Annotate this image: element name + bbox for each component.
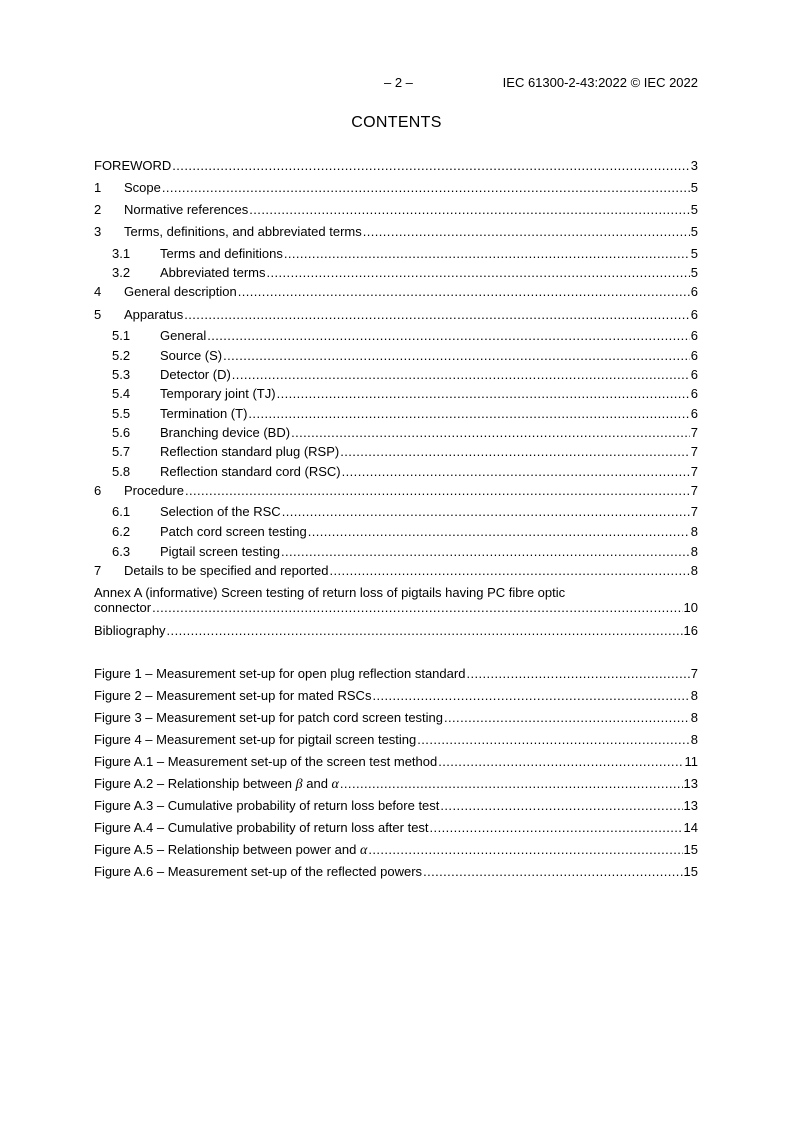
- toc-page: 5: [690, 180, 698, 195]
- dot-leader: [440, 797, 682, 815]
- dot-leader: [444, 709, 690, 727]
- figure-page: 15: [683, 842, 698, 857]
- toc-page: 5: [690, 265, 698, 280]
- figure-page: 8: [690, 732, 698, 747]
- toc-section-5-5[interactable]: [94, 405, 698, 423]
- toc-label: Pigtail screen testing: [160, 544, 280, 559]
- figure-entry-a5[interactable]: [94, 841, 698, 859]
- toc-number: 6.2: [112, 524, 131, 539]
- page-title: CONTENTS: [351, 114, 442, 131]
- toc-label: connector: [94, 600, 152, 615]
- toc-page: 6: [690, 307, 698, 322]
- standard-reference: IEC 61300-2-43:2022 © IEC 2022: [502, 75, 698, 90]
- toc-page: 7: [690, 464, 698, 479]
- toc-page: 5: [690, 224, 698, 239]
- dot-leader: [248, 405, 689, 423]
- figure-page: 14: [683, 820, 698, 835]
- toc-label: Patch cord screen testing: [160, 524, 307, 539]
- figure-label-prefix: Figure A.2 – Relationship between: [94, 776, 296, 791]
- dot-leader: [340, 443, 690, 461]
- figure-entry-a2[interactable]: [94, 775, 698, 793]
- toc-page: 16: [683, 623, 698, 638]
- toc-section-6-2[interactable]: [94, 523, 698, 541]
- dot-leader: [342, 463, 690, 481]
- figure-label: Figure A.4 – Cumulative probability of return loss after test: [94, 820, 429, 835]
- dot-leader: [330, 562, 690, 580]
- toc-section-7[interactable]: [94, 562, 698, 580]
- toc-label: Scope: [124, 180, 161, 195]
- toc-section-3-2[interactable]: [94, 264, 698, 282]
- toc-label: Terms, definitions, and abbreviated terms: [124, 224, 362, 239]
- dot-leader: [249, 201, 689, 219]
- toc-page: 10: [683, 600, 698, 615]
- figure-entry-a6[interactable]: [94, 863, 698, 881]
- figure-page: 13: [683, 798, 698, 813]
- dot-leader: [152, 599, 682, 617]
- toc-number: 3: [94, 224, 102, 239]
- toc-number: 3.1: [112, 246, 131, 261]
- dot-leader: [232, 366, 690, 384]
- figure-label: Figure A.1 – Measurement set-up of the screen test method: [94, 754, 438, 769]
- figure-label: Figure 4 – Measurement set-up for pigtail screen testing: [94, 732, 417, 747]
- alpha-symbol: α: [359, 843, 368, 858]
- toc-number: 5: [94, 307, 102, 322]
- dot-leader: [267, 264, 690, 282]
- toc-label: Branching device (BD): [160, 425, 291, 440]
- toc-number: 5.2: [112, 348, 131, 363]
- toc-page: 7: [690, 425, 698, 440]
- dot-leader: [282, 503, 690, 521]
- page-header: [94, 75, 698, 93]
- toc-page: 6: [690, 348, 698, 363]
- toc-page: 5: [690, 202, 698, 217]
- dot-leader: [340, 775, 683, 793]
- dot-leader: [238, 283, 690, 301]
- dot-leader: [207, 327, 690, 345]
- toc-section-6[interactable]: [94, 482, 698, 500]
- dot-leader: [167, 622, 683, 640]
- toc-section-5-3[interactable]: [94, 366, 698, 384]
- toc-section-5-8[interactable]: [94, 463, 698, 481]
- dot-leader: [423, 863, 682, 881]
- toc-page: 6: [690, 367, 698, 382]
- dot-leader: [162, 179, 690, 197]
- toc-section-3[interactable]: [94, 223, 698, 241]
- toc-label: Temporary joint (TJ): [160, 386, 276, 401]
- figure-page: 11: [684, 754, 698, 769]
- toc-label: Source (S): [160, 348, 223, 363]
- toc-section-6-3[interactable]: [94, 543, 698, 561]
- figure-page: 8: [690, 710, 698, 725]
- toc-label: FOREWORD: [94, 158, 172, 173]
- toc-section-5[interactable]: [94, 306, 698, 324]
- figure-label: Figure 2 – Measurement set-up for mated RSCs: [94, 688, 372, 703]
- dot-leader: [372, 687, 689, 705]
- dot-leader: [466, 665, 689, 683]
- toc-page: 6: [690, 406, 698, 421]
- figure-page: 13: [683, 776, 698, 791]
- toc-label: Reflection standard cord (RSC): [160, 464, 341, 479]
- figure-label: Figure A.6 – Measurement set-up of the reflected powers: [94, 864, 423, 879]
- dot-leader: [438, 753, 683, 771]
- toc-bibliography[interactable]: [94, 622, 698, 640]
- dot-leader: [363, 223, 690, 241]
- toc-number: 5.6: [112, 425, 131, 440]
- figure-entry-a4[interactable]: [94, 819, 698, 837]
- toc-section-6-1[interactable]: [94, 503, 698, 521]
- toc-number: 5.1: [112, 328, 131, 343]
- dot-leader: [417, 731, 689, 749]
- dot-leader: [277, 385, 690, 403]
- toc-section-2[interactable]: [94, 201, 698, 219]
- toc-label: Bibliography: [94, 623, 166, 638]
- toc-label: General: [160, 328, 207, 343]
- toc-page: 8: [690, 544, 698, 559]
- toc-label: Normative references: [124, 202, 249, 217]
- dot-leader: [184, 306, 690, 324]
- toc-page: 7: [690, 504, 698, 519]
- toc-number: 5.3: [112, 367, 131, 382]
- dot-leader: [223, 347, 690, 365]
- toc-page: 5: [690, 246, 698, 261]
- toc-label: General description: [124, 284, 237, 299]
- figure-label: Figure 1 – Measurement set-up for open plug reflection standard: [94, 666, 466, 681]
- toc-number: 2: [94, 202, 102, 217]
- figure-page: 7: [690, 666, 698, 681]
- figure-entry-3[interactable]: [94, 709, 698, 727]
- figure-label-prefix: Figure A.5 – Relationship between power and: [94, 842, 360, 857]
- dot-leader: [185, 482, 690, 500]
- toc-section-5-2[interactable]: [94, 347, 698, 365]
- figure-entry-1[interactable]: [94, 665, 698, 683]
- toc-section-5-4[interactable]: [94, 385, 698, 403]
- toc-label: Abbreviated terms: [160, 265, 266, 280]
- toc-label: Termination (T): [160, 406, 248, 421]
- figure-entry-2[interactable]: [94, 687, 698, 705]
- toc-section-5-7[interactable]: [94, 443, 698, 461]
- figure-label: Figure A.3 – Cumulative probability of return loss before test: [94, 798, 440, 813]
- toc-page: 8: [690, 563, 698, 578]
- toc-number: 5.8: [112, 464, 131, 479]
- toc-annex-a-title[interactable]: Annex A (informative) Screen testing of return loss of pigtails having PC fibre optic: [94, 585, 566, 600]
- figure-label: Figure 3 – Measurement set-up for patch cord screen testing: [94, 710, 444, 725]
- figure-entry-4[interactable]: [94, 731, 698, 749]
- toc-page: 6: [690, 386, 698, 401]
- dot-leader: [284, 245, 690, 263]
- toc-label: Selection of the RSC: [160, 504, 281, 519]
- dot-leader: [368, 841, 682, 859]
- toc-page: 8: [690, 524, 698, 539]
- beta-symbol: β: [295, 777, 303, 792]
- toc-label: Terms and definitions: [160, 246, 283, 261]
- figure-label-mid: and: [302, 776, 332, 791]
- dot-leader: [172, 157, 689, 175]
- figure-entry-a1[interactable]: [94, 753, 698, 771]
- toc-section-5-6[interactable]: [94, 424, 698, 442]
- figure-label: [94, 775, 339, 794]
- toc-number: 1: [94, 180, 102, 195]
- toc-annex-a[interactable]: [94, 599, 698, 617]
- toc-number: 3.2: [112, 265, 131, 280]
- toc-number: 5.4: [112, 386, 131, 401]
- page-number: – 2 –: [384, 75, 413, 90]
- dot-leader: [308, 523, 690, 541]
- toc-number: 4: [94, 284, 102, 299]
- toc-number: 6.1: [112, 504, 131, 519]
- dot-leader: [430, 819, 683, 837]
- dot-leader: [291, 424, 690, 442]
- toc-page: 3: [690, 158, 698, 173]
- toc-label: Details to be specified and reported: [124, 563, 329, 578]
- figure-label: [94, 841, 367, 860]
- toc-section-4[interactable]: [94, 283, 698, 301]
- figure-entry-a3[interactable]: [94, 797, 698, 815]
- toc-section-3-1[interactable]: [94, 245, 698, 263]
- toc-page: 6: [690, 284, 698, 299]
- toc-label: Detector (D): [160, 367, 231, 382]
- figure-page: 15: [683, 864, 698, 879]
- alpha-symbol: α: [331, 777, 339, 792]
- toc-page: 7: [690, 444, 698, 459]
- toc-page: 7: [690, 483, 698, 498]
- toc-foreword[interactable]: [94, 157, 698, 175]
- toc-label: Procedure: [124, 483, 184, 498]
- toc-section-5-1[interactable]: [94, 327, 698, 345]
- dot-leader: [281, 543, 690, 561]
- toc-number: 6.3: [112, 544, 131, 559]
- toc-label: Reflection standard plug (RSP): [160, 444, 340, 459]
- toc-page: 6: [690, 328, 698, 343]
- figure-page: 8: [690, 688, 698, 703]
- toc-label: Apparatus: [124, 307, 184, 322]
- toc-number: 5.7: [112, 444, 131, 459]
- toc-section-1[interactable]: [94, 179, 698, 197]
- toc-number: 7: [94, 563, 102, 578]
- toc-number: 5.5: [112, 406, 131, 421]
- toc-number: 6: [94, 483, 102, 498]
